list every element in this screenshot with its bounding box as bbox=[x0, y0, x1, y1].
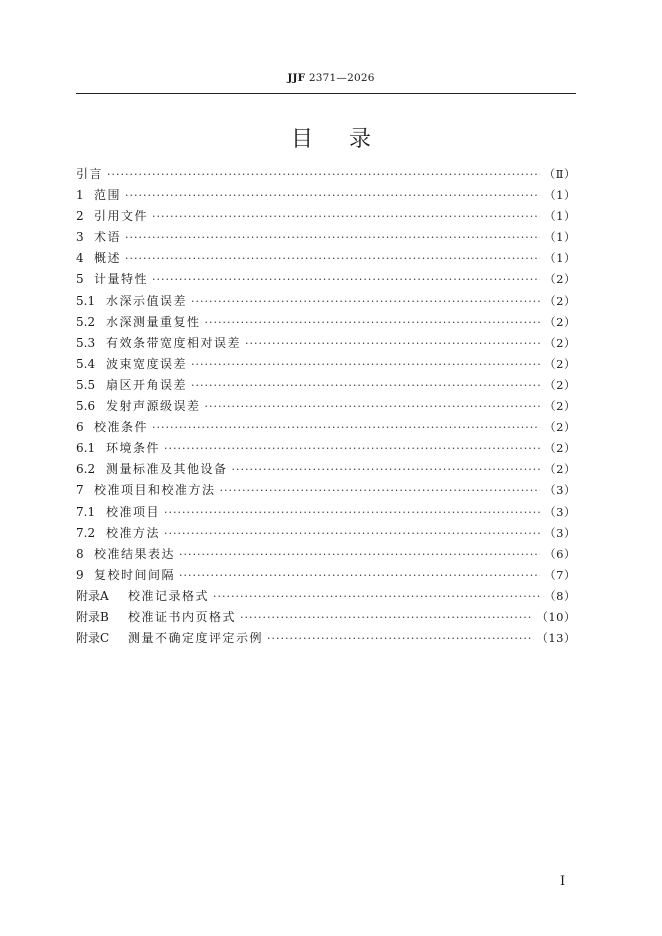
toc-leader-dots bbox=[191, 358, 540, 371]
standard-number: 2371—2026 bbox=[308, 72, 375, 84]
toc-entry-number: 5.3 bbox=[76, 335, 96, 350]
toc-entry-label: 校准项目 bbox=[106, 504, 161, 519]
toc-entry-page: （3） bbox=[544, 504, 576, 519]
toc-entry-number: 5.6 bbox=[76, 399, 96, 414]
toc-entry-number: 5.5 bbox=[76, 377, 96, 392]
toc-leader-dots bbox=[191, 379, 540, 392]
toc-entry-number: 7 bbox=[76, 483, 84, 498]
toc-entry-label: 环境条件 bbox=[106, 441, 161, 456]
toc-entry[interactable] bbox=[76, 376, 576, 397]
toc-entry-page: （10） bbox=[536, 609, 576, 624]
toc-leader-dots bbox=[179, 548, 540, 561]
toc-entry[interactable] bbox=[76, 566, 576, 587]
header-rule bbox=[76, 93, 576, 94]
toc-entry[interactable] bbox=[76, 418, 576, 439]
table-of-contents bbox=[76, 165, 576, 650]
toc-entry-label: 发射声源级误差 bbox=[106, 399, 201, 414]
toc-entry[interactable] bbox=[76, 460, 576, 481]
toc-entry-page: （1） bbox=[544, 209, 576, 224]
standard-code: JJF bbox=[287, 72, 306, 84]
toc-entry-number: 5.1 bbox=[76, 293, 96, 308]
page-header bbox=[0, 72, 662, 84]
toc-entry-label: 校准结果表达 bbox=[94, 546, 176, 561]
toc-entry-page: （2） bbox=[544, 462, 576, 477]
toc-entry-number: 8 bbox=[76, 546, 84, 561]
toc-entry-page: （8） bbox=[544, 588, 576, 603]
toc-entry[interactable] bbox=[76, 587, 576, 608]
toc-entry-number: 3 bbox=[76, 230, 84, 245]
toc-entry-number: 6.1 bbox=[76, 441, 96, 456]
toc-entry-label: 校准证书内页格式 bbox=[128, 609, 237, 624]
toc-entry-label: 校准项目和校准方法 bbox=[94, 483, 216, 498]
toc-entry[interactable] bbox=[76, 439, 576, 460]
toc-leader-dots bbox=[191, 295, 540, 308]
toc-entry[interactable] bbox=[76, 355, 576, 376]
toc-entry-number: 7.1 bbox=[76, 504, 96, 519]
toc-entry-page: （1） bbox=[544, 230, 576, 245]
toc-entry[interactable] bbox=[76, 481, 576, 502]
toc-entry-number: 附录A bbox=[76, 588, 109, 603]
toc-entry[interactable] bbox=[76, 629, 576, 650]
toc-entry[interactable] bbox=[76, 207, 576, 228]
toc-leader-dots bbox=[164, 527, 540, 540]
toc-entry[interactable] bbox=[76, 608, 576, 629]
toc-entry-page: （2） bbox=[544, 441, 576, 456]
toc-leader-dots bbox=[152, 273, 540, 286]
toc-leader-dots bbox=[232, 463, 541, 476]
toc-leader-dots bbox=[125, 252, 540, 265]
toc-entry[interactable] bbox=[76, 503, 576, 524]
toc-entry-number: 5 bbox=[76, 272, 84, 287]
toc-entry-label: 扇区开角误差 bbox=[106, 377, 188, 392]
toc-entry-page: （2） bbox=[544, 335, 576, 350]
toc-entry-label: 复校时间间隔 bbox=[94, 567, 176, 582]
toc-entry[interactable] bbox=[76, 334, 576, 355]
page-number: I bbox=[560, 874, 566, 889]
toc-entry-label: 概述 bbox=[94, 251, 122, 266]
toc-entry-page: （3） bbox=[544, 483, 576, 498]
toc-entry-page: （13） bbox=[536, 631, 576, 646]
toc-entry-page: （Ⅱ） bbox=[543, 167, 576, 181]
toc-leader-dots bbox=[125, 189, 540, 202]
toc-leader-dots bbox=[213, 590, 540, 603]
toc-leader-dots bbox=[245, 337, 540, 350]
toc-entry-label: 测量不确定度评定示例 bbox=[128, 631, 264, 646]
toc-entry-page: （1） bbox=[544, 188, 576, 203]
toc-entry-number: 7.2 bbox=[76, 525, 96, 540]
toc-entry-number: 附录B bbox=[76, 609, 109, 624]
toc-leader-dots bbox=[107, 168, 540, 181]
toc-entry-page: （2） bbox=[544, 399, 576, 414]
toc-entry-number: 1 bbox=[76, 188, 84, 203]
toc-entry-label: 范围 bbox=[94, 188, 122, 203]
toc-entry-number: 2 bbox=[76, 209, 84, 224]
toc-entry[interactable] bbox=[76, 545, 576, 566]
toc-leader-dots bbox=[125, 231, 540, 244]
toc-entry-page: （2） bbox=[544, 272, 576, 287]
toc-entry-page: （6） bbox=[544, 546, 576, 561]
toc-entry[interactable] bbox=[76, 186, 576, 207]
toc-entry-label: 术语 bbox=[94, 230, 122, 245]
toc-entry-page: （2） bbox=[544, 314, 576, 329]
toc-entry-label: 引言 bbox=[76, 167, 104, 181]
toc-entry[interactable] bbox=[76, 524, 576, 545]
toc-leader-dots bbox=[152, 421, 540, 434]
toc-entry[interactable] bbox=[76, 270, 576, 291]
toc-entry-page: （2） bbox=[544, 356, 576, 371]
toc-entry-page: （2） bbox=[544, 293, 576, 308]
toc-entry-number: 附录C bbox=[76, 631, 110, 646]
toc-leader-dots bbox=[240, 611, 532, 624]
toc-entry[interactable] bbox=[76, 249, 576, 270]
toc-entry-label: 计量特性 bbox=[94, 272, 149, 287]
toc-entry-page: （2） bbox=[544, 377, 576, 392]
toc-entry-number: 6 bbox=[76, 420, 84, 435]
toc-entry-label: 校准方法 bbox=[106, 525, 161, 540]
toc-entry-page: （3） bbox=[544, 525, 576, 540]
toc-entry-number: 9 bbox=[76, 567, 84, 582]
toc-entry[interactable] bbox=[76, 228, 576, 249]
toc-leader-dots bbox=[220, 484, 541, 497]
toc-entry[interactable] bbox=[76, 397, 576, 418]
toc-entry[interactable] bbox=[76, 292, 576, 313]
toc-entry-number: 4 bbox=[76, 251, 84, 266]
toc-leader-dots bbox=[152, 210, 540, 223]
toc-entry[interactable] bbox=[76, 313, 576, 334]
toc-entry-label: 波束宽度误差 bbox=[106, 356, 188, 371]
toc-entry-number: 5.4 bbox=[76, 356, 96, 371]
toc-leader-dots bbox=[205, 316, 541, 329]
toc-leader-dots bbox=[205, 400, 541, 413]
toc-entry-label: 测量标准及其他设备 bbox=[106, 462, 228, 477]
toc-entry-page: （1） bbox=[544, 251, 576, 266]
toc-entry-number: 6.2 bbox=[76, 462, 96, 477]
page-title: 目录 bbox=[290, 127, 407, 152]
toc-entry-label: 有效条带宽度相对误差 bbox=[106, 335, 242, 350]
toc-entry-label: 引用文件 bbox=[94, 209, 149, 224]
toc-entry-label: 水深示值误差 bbox=[106, 293, 188, 308]
toc-entry-page: （7） bbox=[544, 567, 576, 582]
toc-leader-dots bbox=[267, 632, 532, 645]
toc-entry-label: 水深测量重复性 bbox=[106, 314, 201, 329]
toc-entry-label: 校准记录格式 bbox=[128, 588, 210, 603]
toc-entry-number: 5.2 bbox=[76, 314, 96, 329]
toc-entry-page: （2） bbox=[544, 420, 576, 435]
toc-leader-dots bbox=[164, 506, 540, 519]
toc-entry[interactable] bbox=[76, 165, 576, 186]
toc-leader-dots bbox=[179, 569, 540, 582]
toc-leader-dots bbox=[164, 442, 540, 455]
toc-entry-label: 校准条件 bbox=[94, 420, 149, 435]
